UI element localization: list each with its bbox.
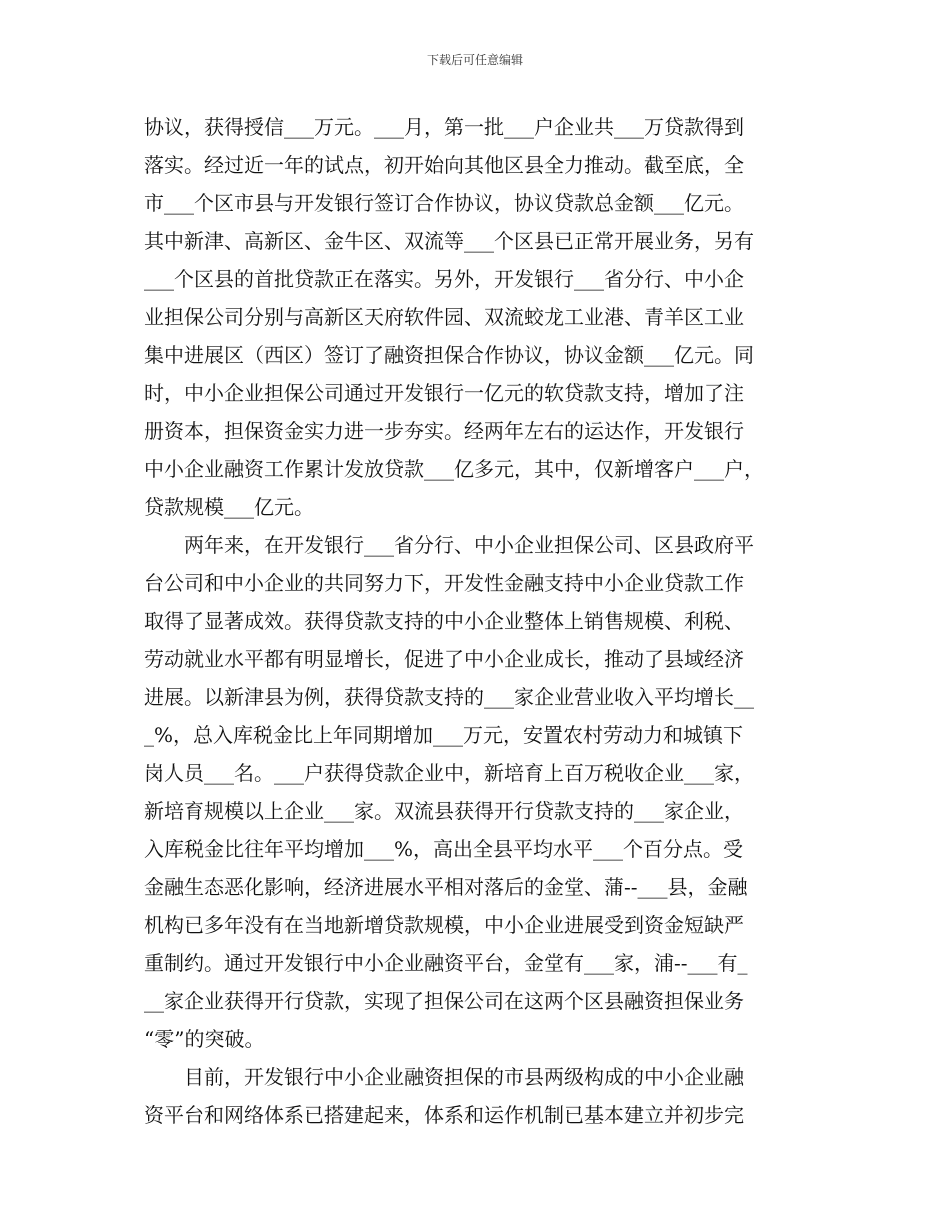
text-line: 其中新津、高新区、金牛区、双流等___个区县已正常开展业务，另有 <box>144 229 754 253</box>
text-line: 岗人员___名。___户获得贷款企业中，新培育上百万税收企业___家， <box>144 761 754 785</box>
page-header: 下载后可任意编辑 <box>426 53 523 67</box>
text-line: 劳动就业水平都有明显增长，促进了中小企业成长，推动了县域经济 <box>144 647 744 671</box>
text-line: ___个区县的首批贷款正在落实。另外，开发银行___省分行、中小企 <box>144 267 744 291</box>
text-line: 资平台和网络体系已搭建起来，体系和运作机制已基本建立并初步完 <box>144 1103 744 1127</box>
text-line: 重制约。通过开发银行中小企业融资平台，金堂有___家，浦--___有_ <box>144 951 748 975</box>
text-line: 入库税金比往年平均增加___%，高出全县平均水平___个百分点。受 <box>144 837 744 861</box>
text-line: 取得了显著成效。获得贷款支持的中小企业整体上销售规模、利税、 <box>144 609 744 633</box>
paragraph-start-line: 目前，开发银行中小企业融资担保的市县两级构成的中小企业融 <box>144 1065 744 1089</box>
text-line: 中小企业融资工作累计发放贷款___亿多元，其中，仅新增客户___户， <box>144 457 764 481</box>
text-line: 业担保公司分别与高新区天府软件园、双流蛟龙工业港、青羊区工业 <box>144 305 744 329</box>
text-line: 贷款规模___亿元。 <box>144 495 314 519</box>
text-line: 进展。以新津县为例，获得贷款支持的___家企业营业收入平均增长__ <box>144 685 754 709</box>
text-line: 机构已多年没有在当地新增贷款规模，中小企业进展受到资金短缺严 <box>144 913 744 937</box>
text-line: “零”的突破。 <box>144 1027 265 1051</box>
paragraph-start-line: 两年来，在开发银行___省分行、中小企业担保公司、区县政府平 <box>144 533 754 557</box>
document-body <box>144 108 816 1134</box>
text-line: 册资本，担保资金实力进一步夯实。经两年左右的运达作，开发银行 <box>144 419 744 443</box>
text-line: 新培育规模以上企业___家。双流县获得开行贷款支持的___家企业， <box>144 799 744 823</box>
text-line: 时，中小企业担保公司通过开发银行一亿元的软贷款支持，增加了注 <box>144 381 744 405</box>
text-line: 金融生态恶化影响，经济进展水平相对落后的金堂、蒲--___县，金融 <box>144 875 748 899</box>
text-line: __家企业获得开行贷款，实现了担保公司在这两个区县融资担保业务 <box>144 989 744 1013</box>
text-line: 协议，获得授信___万元。___月，第一批___户企业共___万贷款得到 <box>144 115 744 139</box>
text-line: 集中进展区（西区）签订了融资担保合作协议，协议金额___亿元。同 <box>144 343 754 367</box>
text-line: 落实。经过近一年的试点，初开始向其他区县全力推动。截至底，全 <box>144 153 744 177</box>
text-line: _%，总入库税金比上年同期增加___万元，安置农村劳动力和城镇下 <box>144 723 744 747</box>
text-line: 台公司和中小企业的共同努力下，开发性金融支持中小企业贷款工作 <box>144 571 744 595</box>
text-line: 市___个区市县与开发银行签订合作协议，协议贷款总金额___亿元。 <box>144 191 744 215</box>
